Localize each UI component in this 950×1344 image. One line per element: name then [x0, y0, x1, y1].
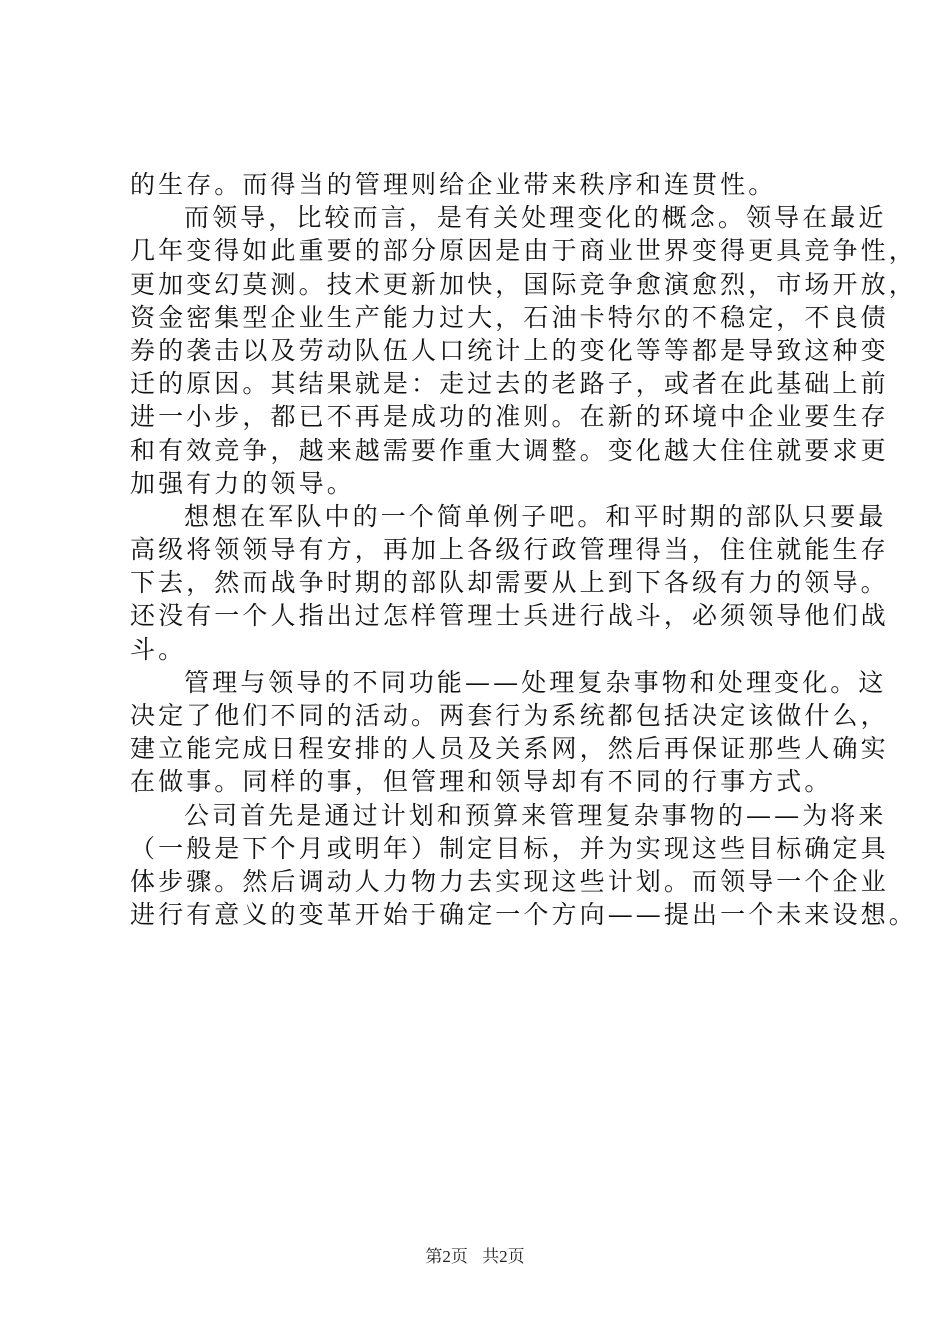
paragraph-line: （一般是下个月或明年）制定目标，并为实现这些目标确定具 [130, 833, 889, 863]
paragraph-line: 建立能完成日程安排的人员及关系网，然后再保证那些人确实 [130, 734, 889, 764]
page-footer [0, 1242, 950, 1267]
page-total: 共2页 [482, 1247, 525, 1266]
paragraph-line: 进一小步，都已不再是成功的准则。在新的环境中企业要生存 [130, 402, 889, 432]
paragraph-first-line: 公司首先是通过计划和预算来管理复杂事物的——为将来 [184, 800, 887, 830]
paragraph-line: 资金密集型企业生产能力过大，石油卡特尔的不稳定，不良债 [130, 302, 889, 332]
paragraph-line: 几年变得如此重要的部分原因是由于商业世界变得更具竞争性， [130, 236, 917, 266]
paragraph [130, 201, 917, 500]
paragraph-first-line: 而领导，比较而言，是有关处理变化的概念。领导在最近 [184, 203, 887, 233]
paragraph-line: 体步骤。然后调动人力物力去实现这些计划。而领导一个企业 [130, 866, 889, 896]
paragraph-first-line: 的生存。而得当的管理则给企业带来秩序和连贯性。 [130, 170, 777, 199]
paragraph-line: 在做事。同样的事，但管理和领导却有不同的行事方式。 [130, 767, 833, 797]
paragraph-line: 进行有意义的变革开始于确定一个方向——提出一个未来设想。 [130, 900, 917, 930]
paragraph-first-line: 想想在军队中的一个简单例子吧。和平时期的部队只要最 [184, 501, 887, 531]
paragraph [130, 799, 917, 932]
paragraph [130, 666, 889, 799]
paragraph-line: 高级将领领导有方，再加上各级行政管理得当，住住就能生存 [130, 535, 889, 565]
paragraph-line: 斗。 [130, 634, 187, 664]
paragraph-line: 券的袭击以及劳动队伍人口统计上的变化等等都是导致这种变 [130, 335, 889, 365]
paragraph-line: 下去，然而战争时期的部队却需要从上到下各级有力的领导。 [130, 568, 889, 598]
paragraph-line: 迁的原因。其结果就是：走过去的老路子，或者在此基础上前 [130, 369, 889, 399]
page-number: 第2页 [425, 1247, 468, 1266]
document-body [130, 168, 917, 931]
paragraph [130, 500, 889, 666]
paragraph-first-line: 管理与领导的不同功能——处理复杂事物和处理变化。这 [184, 667, 887, 697]
paragraph-line: 更加变幻莫测。技术更新加快，国际竞争愈演愈烈，市场开放， [130, 269, 917, 299]
paragraph-line: 加强有力的领导。 [130, 468, 355, 498]
paragraph-line: 还没有一个人指出过怎样管理士兵进行战斗，必须领导他们战 [130, 601, 889, 631]
paragraph [130, 168, 830, 201]
paragraph-line: 和有效竞争，越来越需要作重大调整。变化越大住住就要求更 [130, 435, 889, 465]
paragraph-line: 决定了他们不同的活动。两套行为系统都包括决定该做什么， [130, 701, 889, 730]
